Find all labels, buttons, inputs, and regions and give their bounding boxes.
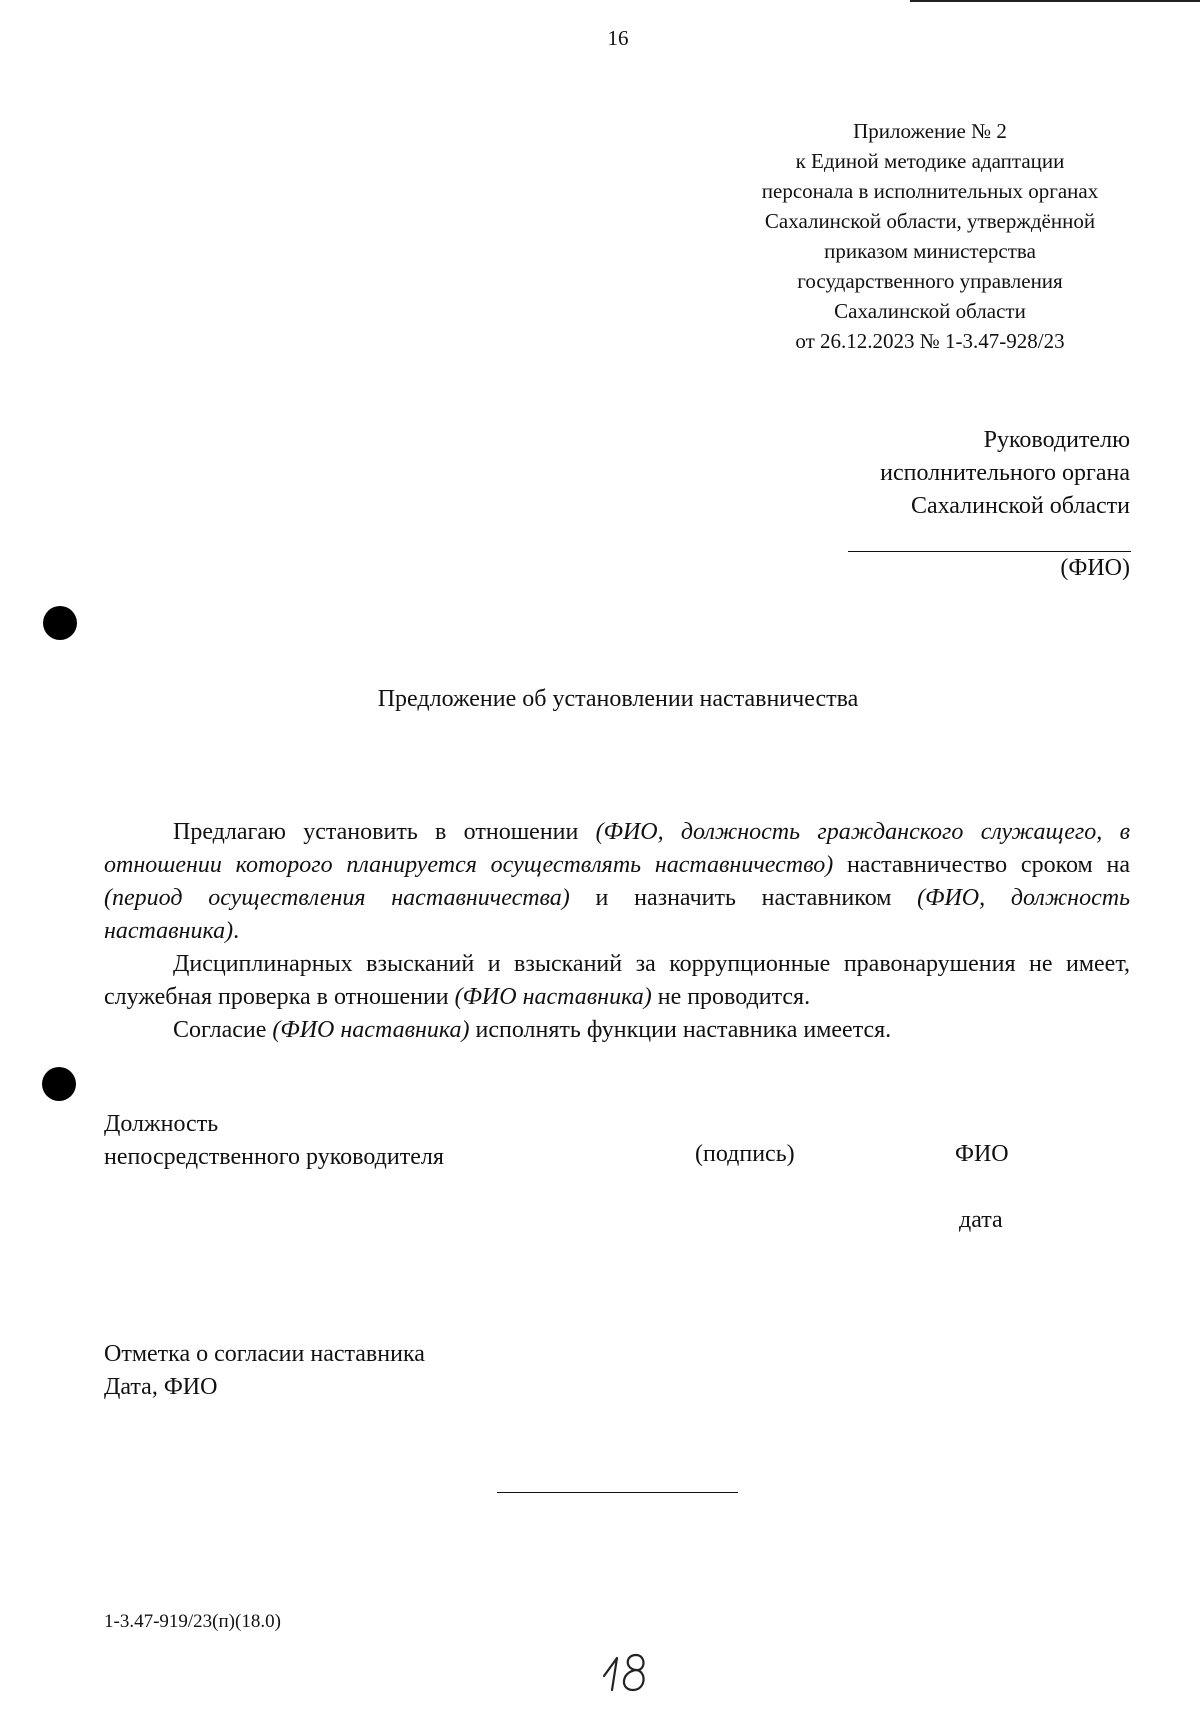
signature-fio-label: ФИО <box>955 1141 1009 1167</box>
body-text-span: наставничество сроком на <box>833 852 1130 878</box>
handwritten-number-glyph <box>600 1650 654 1696</box>
body-paragraph <box>104 1014 1130 1047</box>
addressee-block <box>880 424 1130 523</box>
document-body <box>104 816 1130 1047</box>
top-edge-line <box>910 0 1200 2</box>
signature-label: (подпись) <box>695 1141 795 1167</box>
signature-position-line: Должность <box>104 1111 219 1137</box>
placeholder-text: (ФИО наставника) <box>454 984 652 1010</box>
consent-line: Отметка о согласии наставника <box>104 1341 425 1367</box>
end-of-document-line <box>497 1492 738 1493</box>
appendix-line: от 26.12.2023 № 1-3.47-928/23 <box>795 329 1065 353</box>
body-text-span: не проводится. <box>651 984 811 1010</box>
signature-position <box>104 1108 444 1174</box>
appendix-line: Приложение № 2 <box>853 119 1007 143</box>
placeholder-text: (ФИО, должность гражданского служащего, в отношении которого планируется осуществлять наставничество) <box>104 819 1130 878</box>
page-number: 16 <box>607 26 629 50</box>
appendix-header <box>720 116 1140 356</box>
appendix-line: государственного управления <box>797 269 1063 293</box>
addressee-line: Сахалинской области <box>910 493 1130 519</box>
placeholder-text: (ФИО, должность наставника) <box>104 885 1130 944</box>
placeholder-text: (период осуществления наставничества) <box>104 885 570 911</box>
addressee-fio-blank-line <box>848 551 1131 552</box>
placeholder-text: (ФИО наставника) <box>272 1017 470 1043</box>
mentor-consent-block <box>104 1338 425 1404</box>
handwritten-page-number <box>600 1650 654 1701</box>
body-paragraph <box>104 948 1130 1014</box>
signature-position-line: непосредственного руководителя <box>104 1144 444 1170</box>
punch-hole-mark <box>43 606 77 640</box>
appendix-line: персонала в исполнительных органах <box>761 179 1099 203</box>
appendix-line: Сахалинской области <box>834 299 1026 323</box>
consent-line: Дата, ФИО <box>104 1374 218 1400</box>
appendix-line: приказом министерства <box>824 239 1036 263</box>
addressee-line: исполнительного органа <box>880 460 1130 486</box>
body-paragraph <box>104 816 1130 948</box>
body-text-span: Дисциплинарных взысканий и взысканий за коррупционные правонарушения не имеет, служебная проверка в отношении <box>104 951 1130 1010</box>
body-text-span: исполнять функции наставника имеется. <box>469 1017 892 1043</box>
document-title: Предложение об установлении наставничества <box>377 686 859 712</box>
appendix-line: к Единой методике адаптации <box>795 149 1065 173</box>
addressee-fio-label: (ФИО) <box>1060 555 1130 581</box>
footer-document-code: 1-3.47-919/23(п)(18.0) <box>104 1611 281 1632</box>
body-text-span: . <box>233 918 240 944</box>
appendix-line: Сахалинской области, утверждённой <box>764 209 1096 233</box>
signature-date-label: дата <box>959 1207 1003 1233</box>
addressee-line: Руководителю <box>983 427 1130 453</box>
body-text-span: и назначить наставником <box>569 885 918 911</box>
body-text-span: Предлагаю установить в отношении <box>173 819 596 845</box>
punch-hole-mark <box>42 1067 76 1101</box>
body-text-span: Согласие <box>173 1017 273 1043</box>
